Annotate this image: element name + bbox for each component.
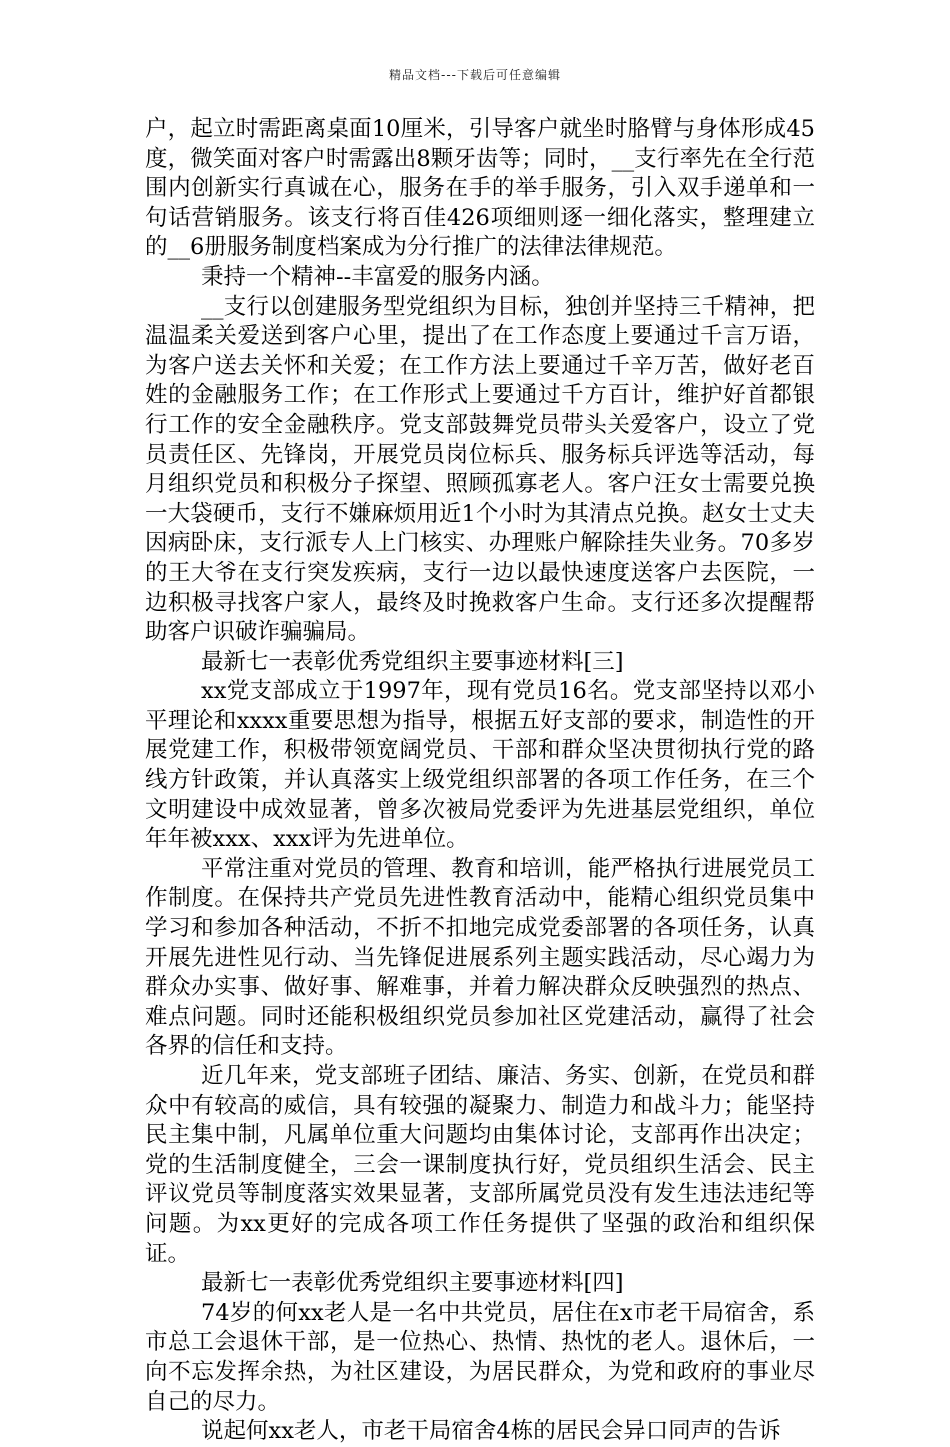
paragraph: 秉持一个精神--丰富爱的服务内涵。 [201,263,554,290]
document-body [145,115,815,1447]
section-heading: 最新七一表彰优秀党组织主要事迹材料[三] [201,648,624,675]
paragraph: 户，起立时需距离桌面10厘米，引导客户就坐时胳臂与身体形成45度，微笑面对客户时需露出8颗牙齿等；同时，__支行率先在全行范围内创新实行真诚在心，服务在手的举手服务，引入双手递单和一句话营销服务。该支行将百佳426项细则逐一细化落实，整理建立的__6册服务制度档案成为分行推广的法律法律规范。 [145,116,815,261]
paragraph: __支行以创建服务型党组织为目标，独创并坚持三千精神，把温温柔关爱送到客户心里，提出了在工作态度上要通过千言万语，为客户送去关怀和关爱；在工作方法上要通过千辛万苦，做好老百姓的金融服务工作；在工作形式上要通过千方百计，维护好首都银行工作的安全金融秩序。党支部鼓舞党员带头关爱客户，设立了党员责任区、先锋岗，开展党员岗位标兵、服务标兵评选等活动，每月组织党员和积极分子探望、照顾孤寡老人。客户汪女士需要兑换一大袋硬币，支行不嫌麻烦用近1个小时为其清点兑换。赵女士丈夫因病卧床，支行派专人上门核实、办理账户解除挂失业务。70多岁的王大爷在支行突发疾病，支行一边以最快速度送客户去医院，一边积极寻找客户家人，最终及时挽救客户生命。支行还多次提醒帮助客户识破诈骗骗局。 [145,293,815,646]
page-header: 精品文档---下载后可任意编辑 [389,68,561,82]
section-heading: 最新七一表彰优秀党组织主要事迹材料[四] [201,1270,624,1297]
paragraph: 近几年来，党支部班子团结、廉洁、务实、创新，在党员和群众中有较高的威信，具有较强的凝聚力、制造力和战斗力；能坚持民主集中制，凡属单位重大问题均由集体讨论，支部再作出决定；党的生活制度健全，三会一课制度执行好，党员组织生活会、民主评议党员等制度落实效果显著，支部所属党员没有发生违法违纪等问题。为xx更好的完成各项工作任务提供了坚强的政治和组织保证。 [145,1063,815,1267]
paragraph: 平常注重对党员的管理、教育和培训，能严格执行进展党员工作制度。在保持共产党员先进性教育活动中，能精心组织党员集中学习和参加各种活动，不折不扣地完成党委部署的各项任务，认真开展先进性见行动、当先锋促进展系列主题实践活动，尽心竭力为群众办实事、做好事、解难事，并着力解决群众反映强烈的热点、难点问题。同时还能积极组织党员参加社区党建活动，赢得了社会各界的信任和支持。 [145,855,815,1060]
paragraph: xx党支部成立于1997年，现有党员16名。党支部坚持以邓小平理论和xxxx重要思想为指导，根据五好支部的要求，制造性的开展党建工作，积极带领宽阔党员、干部和群众坚决贯彻执行党的路线方针政策，并认真落实上级党组织部署的各项工作任务，在三个文明建设中成效显著，曾多次被局党委评为先进基层党组织，单位年年被xxx、xxx评为先进单位。 [145,678,815,853]
paragraph: 说起何xx老人，市老干局宿舍4栋的居民会异口同声的告诉 [201,1418,781,1445]
paragraph: 74岁的何xx老人是一名中共党员，居住在x市老干局宿舍，系市总工会退休干部，是一位热心、热情、热忱的老人。退休后，一向不忘发挥余热，为社区建设，为居民群众，为党和政府的事业尽自己的尽力。 [145,1299,815,1415]
